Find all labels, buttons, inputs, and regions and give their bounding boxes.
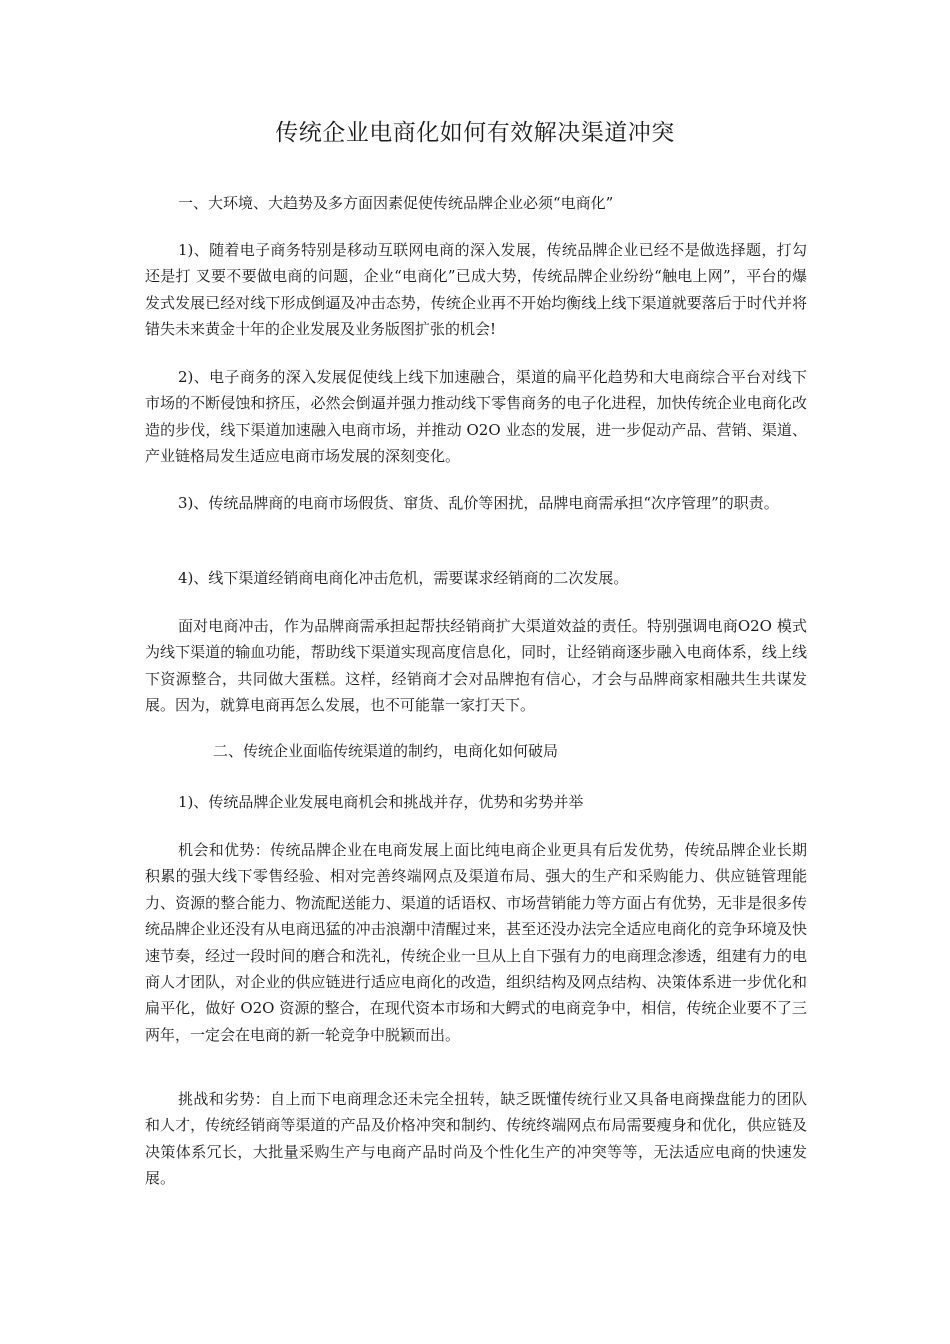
paragraph: 机会和优势：传统品牌企业在电商发展上面比纯电商企业更具有后发优势，传统品牌企业长期积累的强大线下零售经验、相对完善终端网点及渠道布局、强大的生产和采购能力、供应链管理能力、资源的整合能力、物流配送能力、渠道的话语权、市场营销能力等方面占有优势，无非是很多传统品牌企业还没有从电商迅猛的冲击浪潮中清醒过来，甚至还没办法完全适应电商化的竞争环境及快速节奏，经过一段时间的磨合和洗礼，传统企业一旦从上自下强有力的电商理念渗透，组建有力的电商人才团队，对企业的供应链进行适应电商化的改造，组织结构及网点结构、决策体系进一步优化和扁平化，做好 O2O 资源的整合，在现代资本市场和大鳄式的电商竞争中，相信，传统企业要不了三两年，一定会在电商的新一轮竞争中脱颖而出。 <box>145 841 807 1044</box>
paragraph: 挑战和劣势：自上而下电商理念还未完全扭转，缺乏既懂传统行业又具备电商操盘能力的团队和人才，传统经销商等渠道的产品及价格冲突和制约、传统终端网点布局需要瘦身和优化，供应链及决策体系冗长，大批量采购生产与电商产品时尚及个性化生产的冲突等等，无法适应电商的快速发展。 <box>145 1090 807 1188</box>
paragraph: 4)、线下渠道经销商电商化冲击危机，需要谋求经销商的二次发展。 <box>178 569 629 587</box>
document-title: 传统企业电商化如何有效解决渠道冲突 <box>275 120 675 146</box>
paragraph: 1)、传统品牌企业发展电商机会和挑战并存，优势和劣势并举 <box>178 793 584 811</box>
paragraph: 面对电商冲击，作为品牌商需承担起帮扶经销商扩大渠道效益的责任。特别强调电商O2O 模式为线下渠道的输血功能，帮助线下渠道实现高度信息化，同时，让经销商逐步融入电商体系，线上线下资源整合，共同做大蛋糕。这样，经销商才会对品牌抱有信心，才会与品牌商家相融共生共谋发展。因为，就算电商再怎么发展，也不可能靠一家打天下。 <box>145 617 807 715</box>
paragraph: 1)、随着电子商务特别是移动互联网电商的深入发展，传统品牌企业已经不是做选择题，打勾还是打 叉要不要做电商的问题，企业“电商化”已成大势，传统品牌企业纷纷“触电上网”，平台的爆发式发展已经对线下形成倒逼及冲击态势，传统企业再不开始均衡线上线下渠道就要落后于时代并将错失未来黄金十年的企业发展及业务版图扩张的机会! <box>145 241 807 339</box>
section-heading-1: 一、大环境、大趋势及多方面因素促使传统品牌企业必须“电商化” <box>178 194 614 212</box>
paragraph: 3)、传统品牌商的电商市场假货、窜货、乱价等困扰，品牌电商需承担“次序管理”的职责。 <box>178 494 779 512</box>
section-heading-2: 二、传统企业面临传统渠道的制约，电商化如何破局 <box>213 742 559 760</box>
paragraph: 2)、电子商务的深入发展促使线上线下加速融合，渠道的扁平化趋势和大电商综合平台对线下市场的不断侵蚀和挤压，必然会倒逼并强力推动线下零售商务的电子化进程，加快传统企业电商化改造的步伐，线下渠道加速融入电商市场，并推动 O2O 业态的发展，进一步促动产品、营销、渠道、产业链格局发生适应电商市场发展的深刻变化。 <box>145 368 807 466</box>
